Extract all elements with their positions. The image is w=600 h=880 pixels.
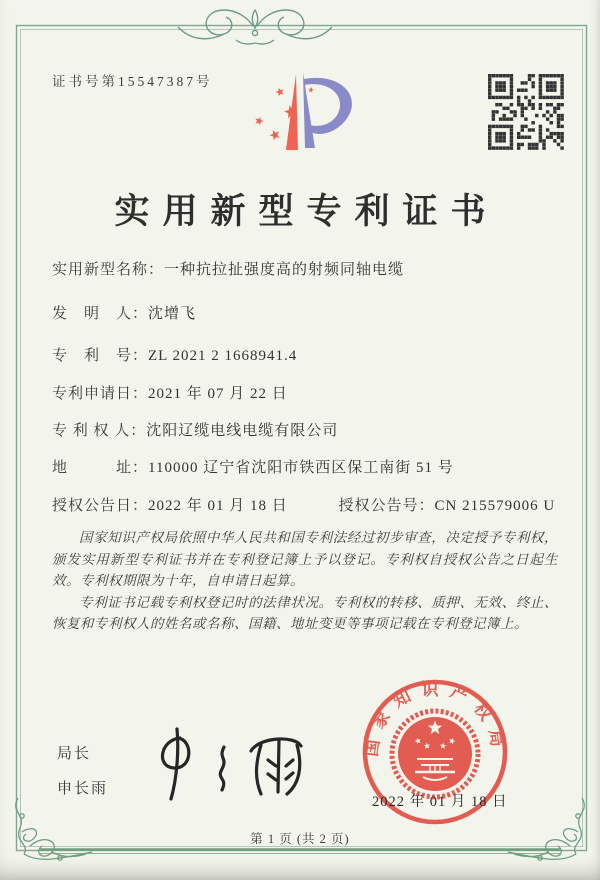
cnipa-logo-icon bbox=[246, 62, 366, 170]
legal-paragraph-2: 专利证书记载专利权登记时的法律状况。专利权的转移、质押、无效、终止、恢复和专利权人的姓名或名称、国籍、地址变更等事项记载在专利登记簿上。 bbox=[52, 594, 558, 631]
field-label: 专 利 号： bbox=[52, 348, 149, 364]
page-number: 第 1 页 (共 2 页) bbox=[250, 832, 350, 846]
field-address bbox=[52, 456, 454, 477]
legal-text bbox=[52, 527, 558, 635]
field-label: 授权公告号： bbox=[338, 498, 435, 514]
field-value: 2022 年 01 月 18 日 bbox=[148, 498, 288, 514]
grant-number bbox=[339, 498, 556, 514]
field-value: 一种抗拉扯强度高的射频同轴电缆 bbox=[164, 262, 405, 278]
field-value: 110000 辽宁省沈阳市铁西区保工南街 51 号 bbox=[148, 460, 454, 476]
field-label: 授权公告日： bbox=[52, 498, 149, 514]
certificate-number: 证书号第15547387号 bbox=[52, 74, 213, 89]
field-application-date bbox=[52, 382, 288, 403]
director-signature bbox=[148, 722, 320, 808]
seal-ring-text: 国家知识产权局 bbox=[361, 680, 509, 758]
field-label: 地 址： bbox=[52, 460, 149, 476]
seal-date: 2022 年 01 月 18 日 bbox=[372, 794, 508, 810]
field-label: 实用新型名称： bbox=[52, 262, 165, 278]
national-emblem-icon bbox=[392, 711, 478, 797]
field-value: 沈增飞 bbox=[148, 306, 197, 322]
field-value: ZL 2021 2 1668941.4 bbox=[148, 348, 298, 364]
director-role: 局长 bbox=[57, 746, 92, 762]
field-label: 专 利 权 人： bbox=[52, 423, 147, 439]
field-label: 专利申请日： bbox=[52, 386, 149, 402]
director-block bbox=[57, 742, 108, 798]
grant-date bbox=[52, 498, 288, 514]
qr-code bbox=[488, 74, 564, 150]
certificate-title: 实用新型专利证书 bbox=[114, 192, 499, 231]
legal-paragraph-1: 国家知识产权局依照中华人民共和国专利法经过初步审查，决定授予专利权，颁发实用新型专利证书并在专利登记簿上予以登记。专利权自授权公告之日起生效。专利权期限为十年，自申请日起算。 bbox=[52, 530, 558, 588]
field-value: CN 215579006 U bbox=[434, 498, 556, 514]
field-value: 2021 年 07 月 22 日 bbox=[148, 386, 288, 402]
field-grant-announcement bbox=[52, 494, 555, 515]
director-name: 申长雨 bbox=[57, 781, 109, 797]
field-value: 沈阳辽缆电线电缆有限公司 bbox=[146, 423, 339, 439]
field-inventor bbox=[52, 302, 196, 323]
field-patentee bbox=[52, 419, 338, 440]
top-ornament bbox=[178, 10, 332, 44]
field-utility-model-name bbox=[52, 258, 404, 279]
field-patent-number bbox=[52, 344, 297, 365]
field-label: 发 明 人： bbox=[52, 306, 149, 322]
